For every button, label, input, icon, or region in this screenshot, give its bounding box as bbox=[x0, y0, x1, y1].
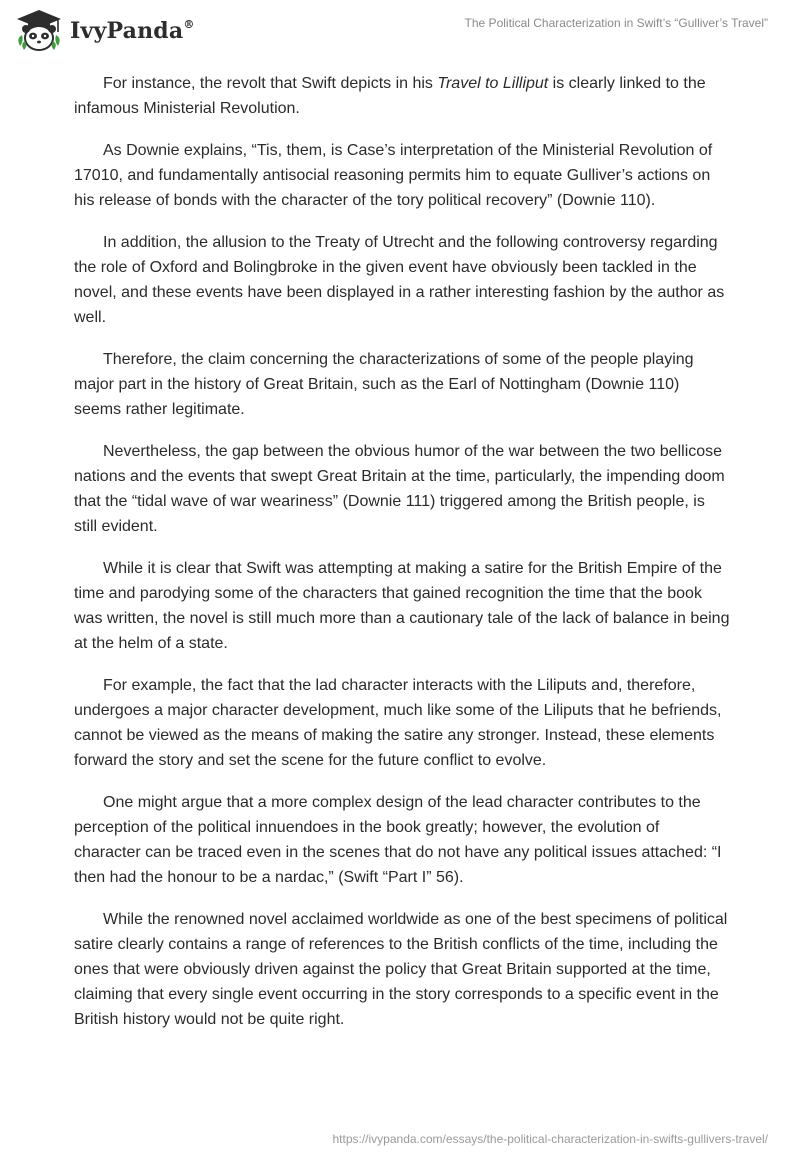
paragraph: Nevertheless, the gap between the obvious humor of the war between the two bellicose nations and the events that swept Great Britain at the time, particularly, the impending doom that the “tidal wave of war weariness” (Downie 111) triggered among the British people, is still evident. bbox=[74, 443, 725, 535]
essay-body bbox=[74, 71, 730, 1049]
paragraph: While the renowned novel acclaimed worldwide as one of the best specimens of political satire clearly contains a range of references to the British conflicts of the time, including the ones that were obviously driven against the policy that Great Britain supported at the time, claiming that every single event occurring in the story corresponds to a specific event in the British history would not be quite right. bbox=[74, 911, 728, 1028]
paragraph: As Downie explains, “Tis, them, is Case’s interpretation of the Ministerial Revolution of 17010, and fundamentally antisocial reasoning permits him to equate Gulliver’s actions on his release of bonds with the character of the tory political recovery” (Downie 110). bbox=[74, 142, 713, 209]
ivypanda-logo[interactable] bbox=[14, 8, 195, 54]
logo-wordmark: IvyPanda® bbox=[70, 17, 195, 44]
paragraph: One might argue that a more complex design of the lead character contributes to the perception of the political innuendoes in the book greatly; however, the evolution of character can be traced even in the scenes that do not have any political issues attached: “I then had the honour to be a nardac,” (Swift “Part I” 56). bbox=[74, 794, 722, 886]
document-title: The Political Characterization in Swift’s “Gulliver’s Travel” bbox=[464, 16, 768, 30]
paragraph: Therefore, the claim concerning the characterizations of some of the people playing major part in the history of Great Britain, such as the Earl of Nottingham (Downie 110) seems rather legitimate. bbox=[74, 351, 694, 418]
paragraph: While it is clear that Swift was attempting at making a satire for the British Empire of the time and parodying some of the characters that gained recognition the time that the book was written, the novel is still much more than a cautionary tale of the lack of balance in being at the helm of a state. bbox=[74, 560, 730, 652]
book-title: Travel to Lilliput bbox=[437, 75, 549, 92]
panda-graduate-icon bbox=[14, 8, 64, 54]
paragraph: For example, the fact that the lad character interacts with the Liliputs and, therefore, undergoes a major character development, much like some of the Liliputs that he befriends, cannot be viewed as the means of making the satire any stronger. Instead, these elements forward the story and set the scene for the future conflict to evolve. bbox=[74, 677, 722, 769]
paragraph: For instance, the revolt that Swift depicts in his Travel to Lilliput is clearly linked to the infamous Ministerial Revolution. bbox=[74, 75, 706, 117]
paragraph: In addition, the allusion to the Treaty of Utrecht and the following controversy regarding the role of Oxford and Bolingbroke in the given event have obviously been tackled in the novel, and these events have been displayed in a rather interesting fashion by the author as well. bbox=[74, 234, 725, 326]
source-url-link[interactable]: https://ivypanda.com/essays/the-political-characterization-in-swifts-gullivers-travel/ bbox=[332, 1132, 768, 1146]
